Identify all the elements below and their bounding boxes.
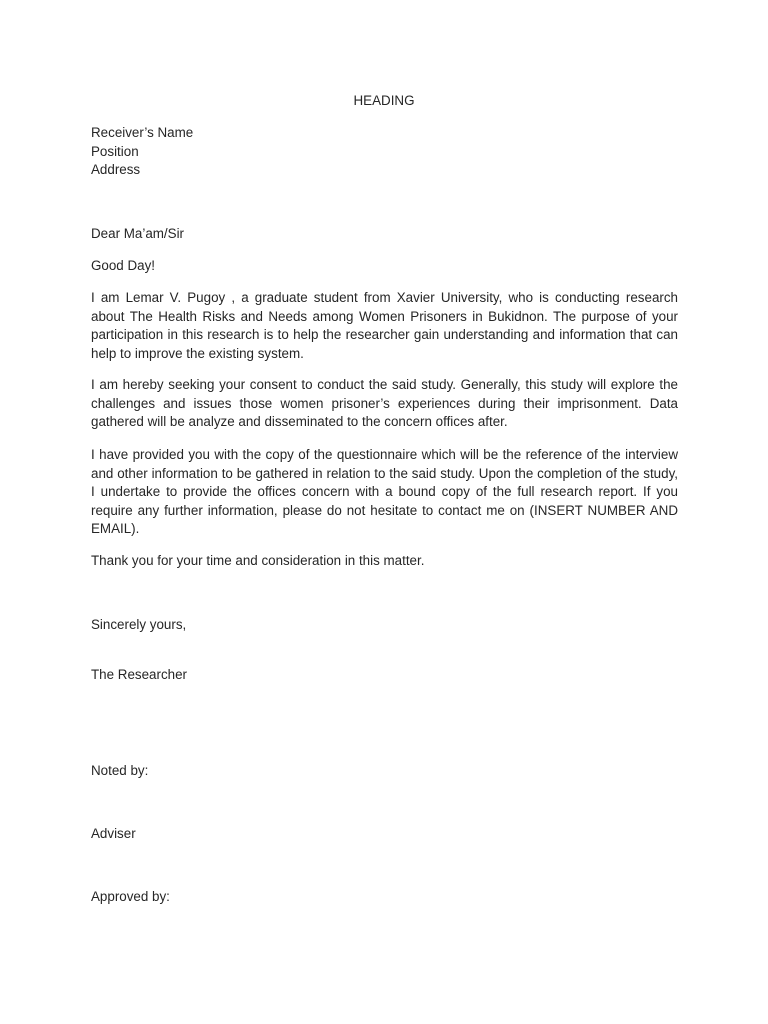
salutation: Dear Ma’am/Sir [91, 226, 185, 241]
closing: Sincerely yours, [91, 617, 187, 632]
approved-by-label: Approved by: [91, 889, 170, 904]
noted-by-label: Noted by: [91, 763, 149, 778]
receiver-name: Receiver’s Name [91, 125, 194, 140]
receiver-position: Position [91, 143, 139, 159]
body-paragraph-consent: I am hereby seeking your consent to conduct the said study. Generally, this study will explore the challenges and issues those women prisoner’s experiences during their imprisonment. Data gathered will be analyze and disseminated to the concern offices after. [91, 377, 678, 430]
greeting: Good Day! [91, 258, 156, 273]
receiver-block [91, 124, 193, 180]
adviser-label: Adviser [91, 826, 136, 841]
body-paragraph-questionnaire: I have provided you with the copy of the questionnaire which will be the reference of the interview and other information to be gathered in relation to the said study. Upon the completion of the study, I undertake to provide the offices concern with a bound copy of the full research report. If you require any further information, please do not hesitate to contact me on (INSERT NUMBER AND EMAIL). [91, 447, 678, 537]
signer: The Researcher [91, 667, 188, 682]
body-paragraph-thanks: Thank you for your time and consideration in this matter. [91, 553, 425, 568]
body-paragraph-intro: I am Lemar V. Pugoy , a graduate student from Xavier University, who is conducting research about The Health Risks and Needs among Women Prisoners in Bukidnon. The purpose of your participation in this research is to help the researcher gain understanding and information that can help to improve the existing system. [91, 290, 678, 361]
receiver-address: Address [91, 162, 141, 177]
letter-heading: HEADING [353, 93, 415, 108]
